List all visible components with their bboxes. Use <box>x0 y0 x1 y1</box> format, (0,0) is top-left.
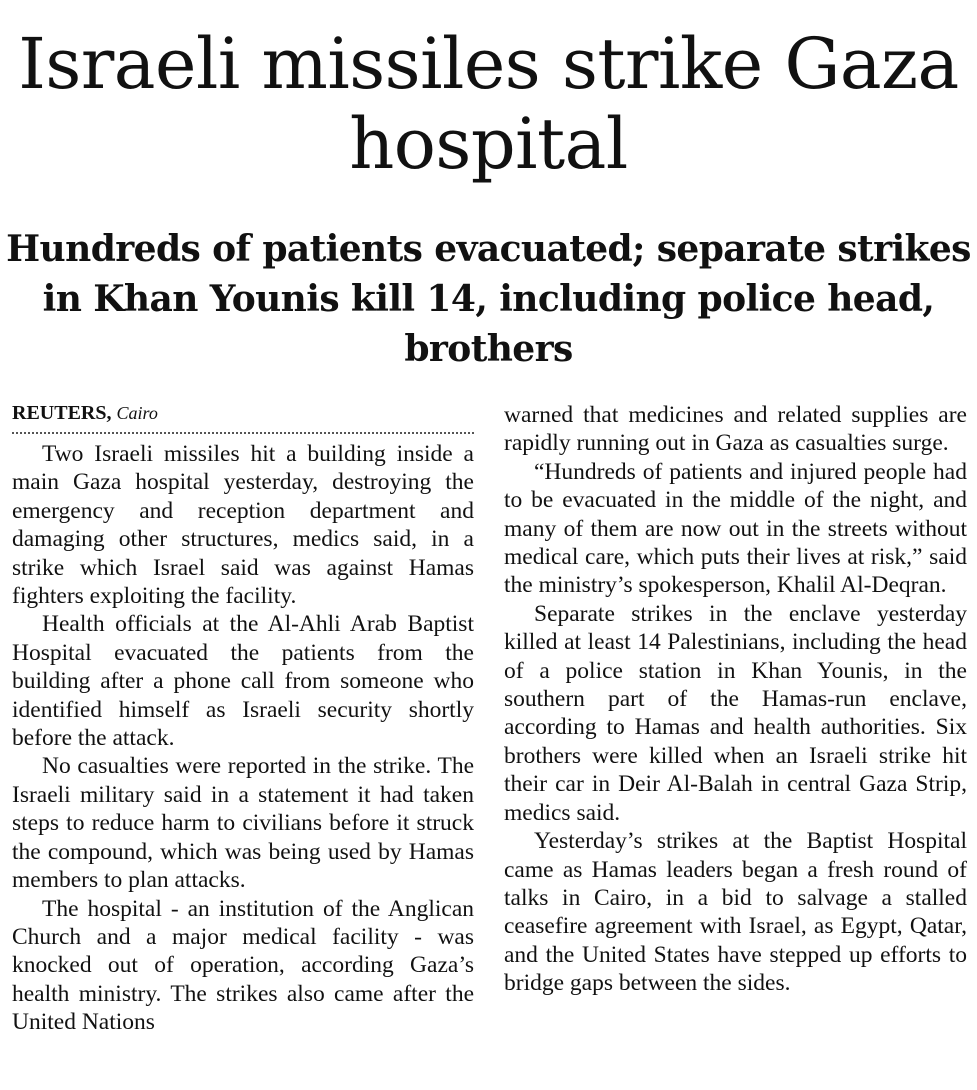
paragraph: Health officials at the Al-Ahli Arab Baptist Hospital evacuated the patients from the building after a phone call from someone who identified himself as Israeli security shortly before the attack. <box>12 611 474 752</box>
paragraph: Separate strikes in the enclave yesterday killed at least 14 Palestinians, including the head of a police station in Khan Younis, in the southern part of the Hamas-run enclave, according to Hamas and health authorities. Six brothers were killed when an Israeli strike hit their car in Deir Al-Balah in central Gaza Strip, medics said. <box>504 600 967 826</box>
paragraph: No casualties were reported in the strike. The Israeli military said in a statement it had taken steps to reduce harm to civilians before it struck the compound, which was being used by Hamas members to plan attacks. <box>12 753 474 894</box>
paragraph: Yesterday’s strikes at the Baptist Hospital came as Hamas leaders began a fresh round of talks in Cairo, in a bid to salvage a stalled ceasefire agreement with Israel, as Egypt, Qatar, and the United States have stepped up efforts to bridge gaps between the sides. <box>504 828 967 997</box>
paragraph: Two Israeli missiles hit a building inside a main Gaza hospital yesterday, destroying the emergency and reception department and damaging other structures, medics said, in a strike which Israel said was against Hamas fighters exploiting the facility. <box>12 441 474 610</box>
article-column-right <box>504 401 967 998</box>
headline: Israeli missiles strike Gaza hospital <box>18 23 959 185</box>
byline-agency: REUTERS, <box>12 402 112 424</box>
paragraph: The hospital - an institution of the Anglican Church and a major medical facility - was knocked out of operation, according Gaza’s health ministry. The strikes also came after the United Nations <box>12 895 474 1036</box>
article-column-left <box>12 400 474 1037</box>
byline-location: Cairo <box>116 403 158 423</box>
paragraph-continued: warned that medicines and related supplies are rapidly running out in Gaza as casualties surge. <box>504 402 967 457</box>
paragraph: “Hundreds of patients and injured people had to be evacuated in the middle of the night, and many of them are now out in the streets without medical care, which puts their lives at risk,” said the ministry’s spokesperson, Khalil Al-Deqran. <box>504 458 967 599</box>
subheadline: Hundreds of patients evacuated; separate strikes in Khan Younis kill 14, including police head, brothers <box>6 228 971 370</box>
byline <box>12 400 474 434</box>
